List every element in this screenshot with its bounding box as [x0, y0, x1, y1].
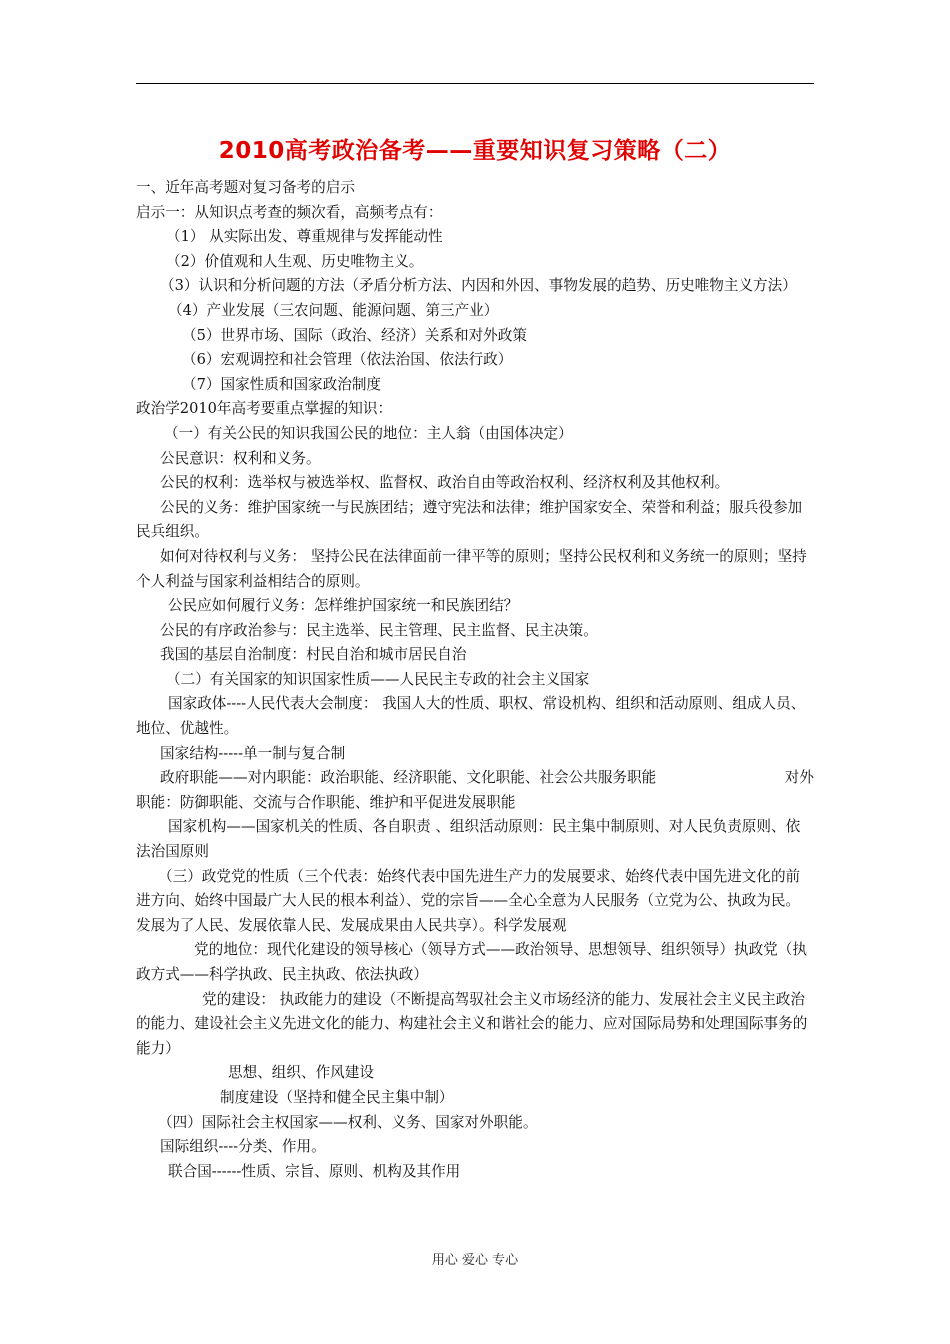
paragraph: 思想、组织、作风建设 — [228, 1064, 374, 1082]
paragraph: 政府职能——对内职能：政治职能、经济职能、文化职能、社会公共服务职能 — [160, 769, 657, 787]
list-item: （7）国家性质和国家政治制度 — [182, 375, 382, 393]
subsection-heading: （四）国际社会主权国家——权利、义务、国家对外职能。 — [158, 1113, 538, 1131]
paragraph: 联合国------性质、宗旨、原则、机构及其作用 — [168, 1162, 461, 1180]
list-item: （6）宏观调控和社会管理（依法治国、依法行政） — [182, 351, 513, 369]
paragraph: 公民应如何履行义务：怎样维护国家统一和民族团结？ — [168, 597, 519, 615]
list-item: （4）产业发展（三农问题、能源问题、第三产业） — [168, 301, 499, 319]
paragraph: 国家结构-----单一制与复合制 — [160, 744, 346, 762]
list-item: （3）认识和分析问题的方法（矛盾分析方法、内因和外因、事物发展的趋势、历史唯物主义方法） — [160, 277, 797, 295]
paragraph: 职能：防御职能、交流与合作职能、维护和平促进发展职能 — [136, 793, 516, 811]
list-item: （5）世界市场、国际（政治、经济）关系和对外政策 — [182, 326, 527, 344]
subsection-heading: （三）政党党的性质（三个代表：始终代表中国先进生产力的发展要求、始终代表中国先进文化的前进方向、始终中国最广大人民的根本利益）、党的宗旨——全心全意为人民服务（立党为公、执政为民。发展为了人民、发展依靠人民、发展成果由人民共享）。科学发展观 — [136, 867, 801, 934]
paragraph: 对外 — [784, 769, 814, 787]
paragraph: 国际组织----分类、作用。 — [160, 1138, 326, 1156]
subsection-heading: （一）有关公民的知识我国公民的地位：主人翁（由国体决定） — [164, 424, 573, 442]
paragraph: 国家机构——国家机关的性质、各自职责 、组织活动原则：民主集中制原则、对人民负责原则、依法治国原则 — [136, 818, 801, 861]
paragraph: 党的建设： 执政能力的建设（不断提高驾驭社会主义市场经济的能力、发展社会主义民主政治的能力、建设社会主义先进文化的能力、构建社会主义和谐社会的能力、应对国际局势和处理国际事务的能力） — [136, 990, 808, 1057]
section-heading: 一、近年高考题对复习备考的启示 — [136, 179, 355, 196]
paragraph: 我国的基层自治制度：村民自治和城市居民自治 — [160, 646, 467, 664]
paragraph: 公民意识：权利和义务。 — [160, 449, 321, 467]
document-body — [136, 176, 814, 1184]
document-title: 2010高考政治备考——重要知识复习策略（二） — [218, 138, 732, 164]
header-rule — [136, 83, 814, 84]
page-footer: 用心 爱心 专心 — [431, 1253, 519, 1268]
list-item: （1） 从实际出发、尊重规律与发挥能动性 — [166, 228, 443, 246]
subsection-heading: （二）有关国家的知识国家性质——人民民主专政的社会主义国家 — [166, 670, 590, 688]
paragraph: 党的地位：现代化建设的领导核心（领导方式——政治领导、思想领导、组织领导）执政党（执政方式——科学执政、民主执政、依法执政） — [136, 941, 807, 983]
paragraph: 政治学2010年高考要重点掌握的知识： — [136, 400, 393, 418]
paragraph: 如何对待权利与义务： 坚持公民在法律面前一律平等的原则；坚持公民权利和义务统一的原则；坚持个人利益与国家利益相结合的原则。 — [136, 547, 807, 590]
paragraph: 国家政体----人民代表大会制度： 我国人大的性质、职权、常设机构、组织和活动原则、组成人员、地位、优越性。 — [136, 695, 806, 738]
paragraph: 公民的权利：选举权与被选举权、监督权、政治自由等政治权利、经济权利及其他权利。 — [160, 474, 730, 492]
paragraph: 公民的有序政治参与：民主选举、民主管理、民主监督、民主决策。 — [160, 621, 598, 639]
paragraph: 制度建设（坚持和健全民主集中制） — [220, 1088, 454, 1106]
list-item: （2）价值观和人生观、历史唯物主义。 — [166, 252, 424, 270]
paragraph: 公民的义务：维护国家统一与民族团结；遵守宪法和法律；维护国家安全、荣誉和利益；服兵役参加民兵组织。 — [136, 498, 803, 541]
paragraph: 启示一：从知识点考查的频次看，高频考点有： — [136, 203, 443, 221]
paragraph-row — [136, 766, 814, 791]
